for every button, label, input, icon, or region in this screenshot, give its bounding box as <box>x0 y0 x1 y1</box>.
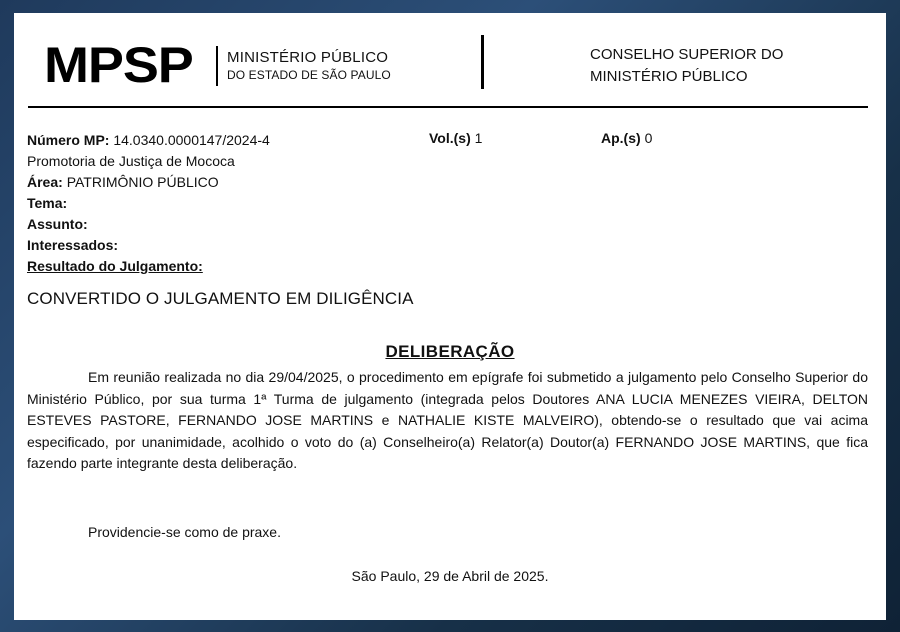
vol-label: Vol.(s) <box>429 130 471 146</box>
mpsp-logo: MPSP <box>44 37 193 93</box>
interessados-label: Interessados: <box>27 237 119 253</box>
vol-value: 1 <box>474 130 483 146</box>
volumes <box>429 130 482 146</box>
closing-text: Providencie-se como de praxe. <box>88 524 281 540</box>
document-page <box>14 13 886 620</box>
deliberacao-body: Em reunião realizada no dia 29/04/2025, o procedimento em epígrafe foi submetido a julgamento pelo Conselho Superior do Ministério Público, por sua turma 1ª Turma de julgamento (integrada pelos Doutores ANA LUCIA MENEZES VIEIRA, DELTON ESTEVES PASTORE, FERNANDO JOSE MARTINS e NATHALIE KISTE MALVEIRO), obtendo-se o resultado que vai acima especificado, por unanimidade, acolhido o voto do (a) Conselheiro(a) Relator(a) Doutor(a) FERNANDO JOSE MARTINS, que fica fazendo parte integrante desta deliberação. <box>27 369 868 471</box>
document-header <box>14 13 886 109</box>
header-divider <box>481 35 484 89</box>
tema-label: Tema: <box>27 195 68 211</box>
deliberacao-title: DELIBERAÇÃO <box>385 342 515 361</box>
apensos <box>601 130 652 146</box>
resultado-value: CONVERTIDO O JULGAMENTO EM DILIGÊNCIA <box>27 289 414 308</box>
area-value: PATRIMÔNIO PÚBLICO <box>66 174 219 190</box>
numero-mp-row <box>27 130 270 151</box>
org-name-line2: DO ESTADO DE SÃO PAULO <box>227 68 391 82</box>
promotoria: Promotoria de Justiça de Mococa <box>27 153 235 169</box>
resultado-label: Resultado do Julgamento: <box>27 258 203 274</box>
ap-label: Ap.(s) <box>601 130 641 146</box>
document-date: São Paulo, 29 de Abril de 2025. <box>351 568 549 584</box>
org-name-line1: MINISTÉRIO PÚBLICO <box>227 49 389 66</box>
area-label: Área: <box>27 174 63 190</box>
council-name-line1: CONSELHO SUPERIOR DO <box>590 46 784 63</box>
assunto-label: Assunto: <box>27 216 88 232</box>
council-name-line2: MINISTÉRIO PÚBLICO <box>590 68 748 85</box>
case-fields <box>27 130 270 277</box>
numero-mp-label: Número MP: <box>27 132 110 148</box>
ap-value: 0 <box>644 130 653 146</box>
header-rule <box>28 106 868 108</box>
logo-separator <box>216 46 218 86</box>
area-row <box>27 172 270 193</box>
numero-mp-value: 14.0340.0000147/2024-4 <box>113 132 270 148</box>
